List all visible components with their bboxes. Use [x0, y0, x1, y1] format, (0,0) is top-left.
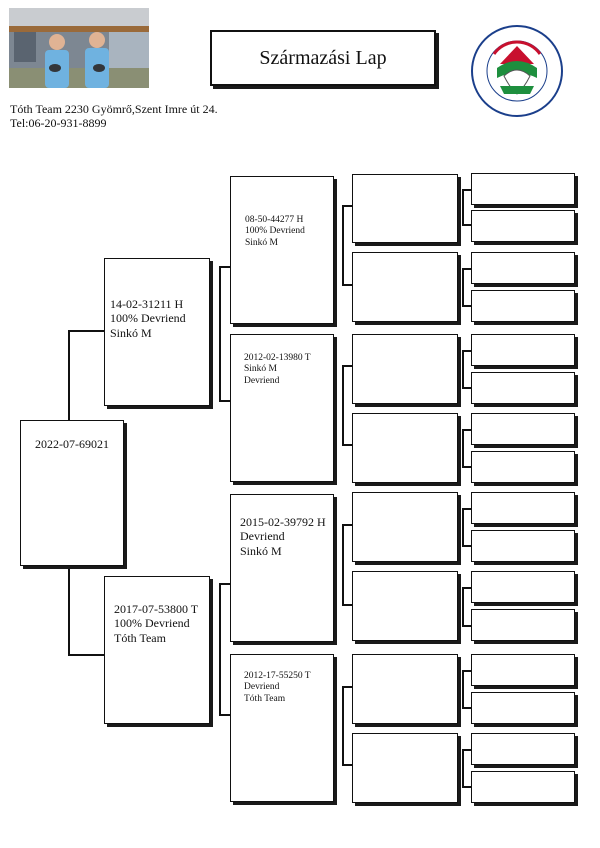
- connector-line: [462, 224, 471, 226]
- connector-line: [68, 654, 104, 656]
- connector-line: [462, 350, 471, 352]
- connector-line: [219, 583, 230, 585]
- gen4-ancestor-box: [352, 571, 458, 641]
- connector-line: [462, 268, 464, 307]
- gen5-ancestor-box: [471, 290, 575, 322]
- gen4-ancestor-box: [352, 334, 458, 404]
- connector-line: [342, 365, 344, 446]
- connector-line: [342, 686, 344, 766]
- connector-line: [342, 284, 352, 286]
- gen5-ancestor-box: [471, 372, 575, 404]
- connector-line: [462, 189, 464, 226]
- gen5-ancestor-box: [471, 413, 575, 445]
- connector-line: [462, 350, 464, 389]
- connector-line: [462, 429, 464, 468]
- connector-line: [219, 266, 230, 268]
- connector-line: [342, 764, 352, 766]
- gen5-ancestor-box: [471, 771, 575, 803]
- connector-line: [462, 545, 471, 547]
- team-photo: [9, 8, 149, 88]
- dam-info: 2017-07-53800 T 100% Devriend Tóth Team: [114, 602, 199, 645]
- gen5-ancestor-box: [471, 530, 575, 562]
- gen5-ancestor-box: [471, 692, 575, 724]
- connector-line: [462, 670, 471, 672]
- connector-line: [219, 266, 221, 402]
- connector-line: [462, 749, 471, 751]
- gen5-ancestor-box: [471, 492, 575, 524]
- subject-bird-ring: 2022-07-69021: [35, 437, 109, 451]
- dam-dam-box: [230, 654, 334, 802]
- sire-box: [104, 258, 210, 406]
- association-logo: [470, 24, 564, 118]
- connector-line: [462, 786, 471, 788]
- connector-line: [219, 583, 221, 716]
- gen5-ancestor-box: [471, 252, 575, 284]
- connector-line: [462, 508, 471, 510]
- dam-sire-box: [230, 494, 334, 642]
- page-title: Származási Lap: [259, 46, 387, 69]
- sire-sire-box: [230, 176, 334, 324]
- gen5-ancestor-box: [471, 451, 575, 483]
- breeder-address: Tóth Team 2230 Gyömrő,Szent Imre út 24.: [10, 102, 218, 116]
- dam-dam-info: 2012-17-55250 T Devriend Tóth Team: [244, 671, 311, 704]
- gen4-ancestor-box: [352, 252, 458, 322]
- connector-line: [342, 524, 352, 526]
- connector-line: [68, 330, 104, 332]
- gen4-ancestor-box: [352, 654, 458, 724]
- subject-bird-box: [20, 420, 124, 566]
- connector-line: [462, 508, 464, 547]
- connector-line: [462, 587, 464, 627]
- sire-info: 14-02-31211 H 100% Devriend Sinkó M: [110, 297, 186, 340]
- connector-line: [342, 205, 344, 286]
- gen5-ancestor-box: [471, 733, 575, 765]
- gen5-ancestor-box: [471, 173, 575, 205]
- sire-sire-info: 08-50-44277 H 100% Devriend Sinkó M: [245, 215, 305, 248]
- sire-dam-info: 2012-02-13980 T Sinkó M Devriend: [244, 353, 311, 386]
- gen4-ancestor-box: [352, 174, 458, 243]
- connector-line: [462, 749, 464, 788]
- connector-line: [462, 189, 471, 191]
- gen5-ancestor-box: [471, 609, 575, 641]
- connector-line: [462, 587, 471, 589]
- gen5-ancestor-box: [471, 571, 575, 603]
- connector-line: [342, 365, 352, 367]
- connector-line: [219, 400, 230, 402]
- sire-dam-box: [230, 334, 334, 482]
- connector-line: [462, 466, 471, 468]
- gen5-ancestor-box: [471, 654, 575, 686]
- connector-line: [462, 707, 471, 709]
- connector-line: [342, 524, 344, 606]
- breeder-phone: Tel:06-20-931-8899: [10, 116, 107, 130]
- page-title-box: [210, 30, 436, 86]
- gen4-ancestor-box: [352, 413, 458, 483]
- connector-line: [462, 670, 464, 709]
- connector-line: [219, 714, 230, 716]
- gen4-ancestor-box: [352, 492, 458, 562]
- connector-line: [68, 330, 70, 420]
- connector-line: [462, 268, 471, 270]
- dam-box: [104, 576, 210, 724]
- gen5-ancestor-box: [471, 210, 575, 242]
- connector-line: [462, 625, 471, 627]
- connector-line: [462, 305, 471, 307]
- dam-sire-info: 2015-02-39792 H Devriend Sinkó M: [240, 515, 326, 558]
- connector-line: [342, 686, 352, 688]
- connector-line: [342, 444, 352, 446]
- connector-line: [68, 566, 70, 656]
- gen5-ancestor-box: [471, 334, 575, 366]
- gen4-ancestor-box: [352, 733, 458, 803]
- connector-line: [462, 429, 471, 431]
- connector-line: [342, 205, 352, 207]
- connector-line: [462, 387, 471, 389]
- connector-line: [342, 604, 352, 606]
